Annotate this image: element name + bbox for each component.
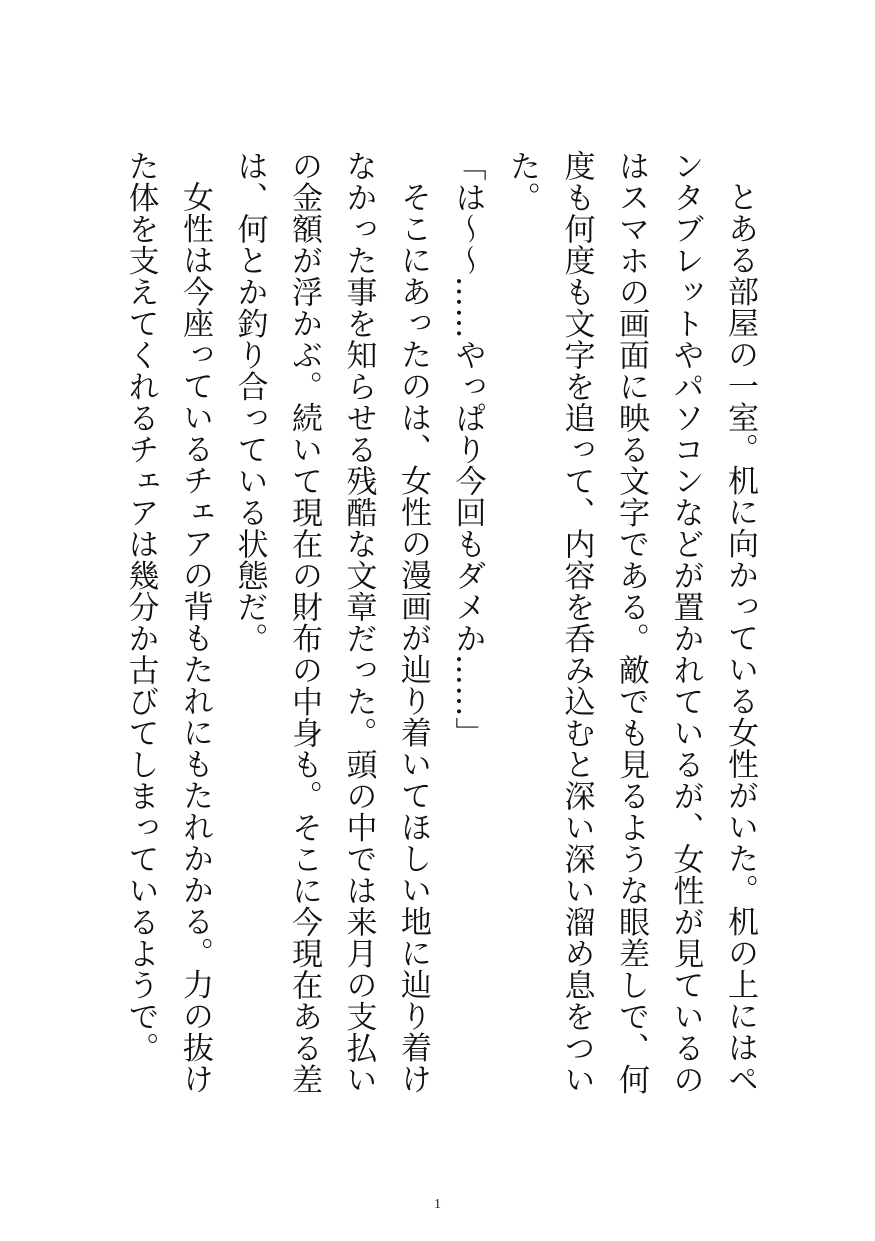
page-number: 1: [434, 1197, 441, 1212]
dialog-line: 「は～～……やっぱり今回もダメか……」: [449, 150, 486, 749]
paragraph-3: 女性は今座っているチェアの背もたれにもたれかかる。力の抜けた体を支えてくれるチェアは幾分か古びてしまっているようで。: [122, 150, 213, 1095]
body-text: [113, 150, 767, 1110]
paragraph-1: とある部屋の一室。机に向かっている女性がいた。机の上にはペンタブレットやパソコンなどが置かれているが、女性が見ているのはスマホの画面に映る文字である。敵でも見るような眼差しで、何度も何度も文字を追って、内容を呑み込むと深い深い溜め息をついた。: [504, 150, 758, 1095]
paragraph-2: そこにあったのは、女性の漫画が辿り着いてほしい地に辿り着けなかった事を知らせる残酷な文章だった。頭の中では来月の支払いの金額が浮かぶ。続いて現在の財布の中身も。そこに今現在ある差は、何とか釣り合っている状態だ。: [231, 150, 431, 1095]
